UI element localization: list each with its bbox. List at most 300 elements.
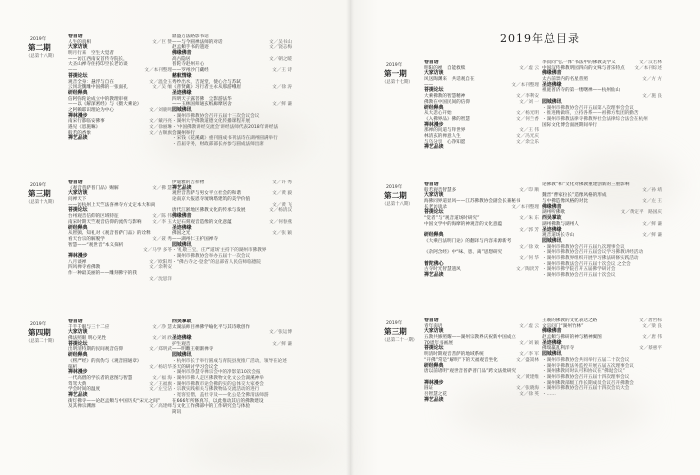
entry-title: 街灯佛寺——论赵孟頫与中国历史“宋元之间”: [68, 398, 161, 404]
entry-title: ・'中国佛教讲经交流会'讲经法师代表2018年讲经法: [172, 125, 279, 130]
entry-title: 园城佛讯: [172, 106, 192, 113]
ink-wash-decoration: [190, 430, 340, 470]
entry-title: 八月谈禅: [68, 259, 87, 265]
entry-author: 文／徐 英: [519, 391, 539, 397]
entry-author: 文／朱 东: [519, 216, 539, 222]
entry-title: 卷首语: [424, 318, 439, 323]
entry-title: 卷首语: [68, 319, 83, 324]
entry-title: 《普贤藏》习行者主永从那游峨眉: [172, 85, 241, 91]
issue-number: 第二期: [384, 191, 407, 200]
entry-title: 佛教在中国民间的信仰: [424, 99, 470, 105]
entry-title: 菩提论坛: [68, 207, 88, 214]
entry-title: 研经释典: [424, 362, 444, 369]
entry-title: 卷首语: [424, 182, 439, 187]
issue-total: （总第十八期）: [26, 54, 57, 59]
entry-title: 及其禅宗渊源: [68, 404, 96, 410]
entry-title: ——访杭州上天竺法喜禅寺方丈定本大和尚: [68, 202, 156, 208]
entry-title: 观音道场长寺山: [542, 233, 575, 239]
entry-title: 西吴掌故: [172, 319, 192, 324]
issue-year: 2019年: [30, 322, 47, 327]
entry-title: 大乘佛教的智慧精神: [424, 94, 466, 100]
entry-title: 园城佛讯: [542, 98, 562, 105]
entry-title: 研经释典: [68, 352, 88, 359]
section-heading: [424, 273, 539, 279]
entry-title: 研经释典: [424, 232, 444, 239]
issue-total: （总第二十一期）: [382, 338, 418, 343]
entry-author: 文／刘 颖: [519, 340, 539, 346]
entry-author: 文／郭 芳: [519, 227, 539, 233]
entry-title: ・宋钱《花溪藏》重刊圆成书刊法诗在湖州圆满举行: [172, 136, 278, 142]
entry-title: 《楞严经》的真伪与《观音圆通章》: [68, 358, 142, 364]
entry-title: 唐代江浙地区佛教文化的传承与发展: [172, 208, 246, 214]
entry-author: 文／何 华: [519, 255, 539, 261]
entry-title: 圣迹佛缘: [172, 335, 192, 342]
entry-title: 研经释典: [68, 89, 88, 96]
entry-title: 《观音普萨普门品》赐解: [68, 185, 119, 191]
issue-number: 第三期: [28, 189, 51, 198]
entry-title: 论佛教“和”文化对佛教重建创新的三重影响: [542, 182, 630, 187]
entry-author: 文／鲜 谦: [272, 102, 292, 108]
entry-title: 魏晋“曹家拉长”造像风格的形成: [542, 193, 607, 199]
entry-title: ・湖州市佛教协会举办五届十一次会议: [172, 253, 251, 259]
entry-author: 文／本刊综述: [634, 65, 662, 71]
entry-title: 明清时期观音菩萨的地域系统: [424, 352, 484, 358]
entry-author: 文／余尘乐: [516, 139, 539, 145]
entry-author: 文／古顺旗: [149, 130, 172, 136]
entry-author: 文／鲜 谦: [272, 341, 292, 347]
entry-title: 菩提论坛: [424, 345, 444, 352]
issue-number: 第四期: [28, 328, 51, 337]
entry-author: 文／施 良: [642, 94, 662, 100]
entry-author: 文／王 伟: [519, 128, 539, 134]
entry-title: 海佛同界道显风——江苏佛教协会副会长兼秘书: [424, 199, 521, 205]
entry-title: 禅林漫步: [424, 121, 444, 128]
entry-author: 文／马学 多苓: [142, 248, 172, 254]
entry-title: 西吴掌故: [542, 215, 562, 222]
toc-entry: [172, 142, 292, 148]
entry-author: 文／印 顺: [519, 187, 539, 193]
entry-title: ・湖州市佛教市论会佛的实的总体交大家委会: [172, 381, 264, 387]
entry-author: 文／唐 伟: [642, 335, 662, 341]
entry-title: ——玉林国师通玄纸廊摩居舍: [172, 102, 232, 108]
entry-title: 太湖法师目禅佛学喻化平与其诗歌创作: [172, 324, 251, 330]
entry-title: 研经释典: [424, 104, 444, 111]
entry-title: ——罗州沙门藏经: [172, 68, 209, 74]
entry-title: 与乌分享 心净知愿: [424, 139, 466, 145]
entry-title: 园城佛讯: [542, 237, 562, 244]
entry-author: 文／陶淡芳: [516, 267, 539, 273]
toc-column: [542, 182, 662, 279]
entry-title: ・杭州市长于举行圆成与青院县度推广活动，领导在论述: [172, 358, 287, 364]
entry-title: ・湖州市佛教协会召开五届九次理事会议: [542, 244, 625, 250]
entry-title: 伊迪雅的吉祥物: [172, 180, 205, 185]
entry-title: 遇见《恩施嘛》: [68, 125, 101, 130]
issue-number: 第三期: [384, 327, 407, 336]
entry-title: 探析: [68, 364, 78, 370]
entry-title: 人生的真相: [68, 39, 91, 45]
entry-title: 般若的香象: [68, 130, 91, 136]
entry-title: ・湖州市佛教协会召开五届十三次会议会议: [172, 113, 260, 119]
entry-title: 菩提论坛: [424, 87, 444, 94]
issue-year: 2019年: [30, 183, 47, 188]
entry-title: 70周年书画展: [424, 340, 453, 346]
toc-entry: [172, 260, 292, 266]
issue-total: （总第十九期）: [26, 200, 57, 205]
entry-title: 鼎盛万法路影书话: [172, 34, 209, 39]
entry-title: 研经释典: [68, 224, 88, 231]
entry-title: 佛国之光: [172, 231, 191, 237]
entry-author: 文／徐 欢: [519, 244, 539, 250]
entry-title: ・首届寺务，财政部部长亦参与圆成法师出席: [172, 142, 264, 148]
entry-author: 文／何兰香: [516, 116, 539, 122]
entry-title: 一代高僧的学长者的意图与智慧: [68, 375, 133, 381]
section-heading: [424, 398, 539, 404]
entry-author: 文／许 秀: [272, 180, 292, 185]
entry-title: 园城佛讯: [172, 241, 192, 248]
entry-title: 唐以前诸明“观世音普萨普门品”跨文法批研究: [424, 369, 517, 375]
entry-title: 禅艺品读: [424, 396, 444, 403]
entry-title: 赵孟頫手书的遗迹: [172, 45, 209, 51]
entry-title: ・宽客室僧，盖社寺及——化公是全佛清法师游: [172, 392, 269, 398]
entry-title: 卷首语: [424, 60, 439, 65]
entry-title: 湖州佛教与湖州人: [542, 221, 579, 227]
entry-title: ——: [424, 82, 434, 88]
book-spine: [346, 0, 354, 475]
entry-author: 文／饶志梅: [269, 45, 292, 51]
entry-title: 大足石刻观音造像的文化意蕴: [172, 219, 232, 225]
entry-title: ・湖州大学佛教道德文化传播课程开展: [172, 119, 251, 125]
entry-title: 吾智慧之花: [424, 391, 447, 397]
catalog-title: 2019年总目录: [500, 32, 580, 45]
entry-title: 国际文化博会面展期间举行: [542, 122, 598, 128]
entry-title: ——: [68, 68, 78, 74]
toc-column: [424, 60, 539, 151]
entry-title: 禅林漫步: [68, 252, 88, 259]
issue-year: 2019年: [386, 185, 403, 190]
toc-column: [172, 180, 292, 265]
entry-title: 禅艺品读: [68, 135, 88, 142]
entry-title: 圣迹佛缘: [542, 81, 562, 88]
entry-author: 文／虚 云: [519, 323, 539, 329]
entry-author: 文／巨 赞: [152, 39, 172, 45]
entry-author: 文／杨光明: [516, 111, 539, 117]
entry-title: 大家访谈: [68, 190, 88, 197]
entry-author: 文／黄 毅: [272, 191, 292, 197]
entry-title: 文宗问门“湖州竹林”: [542, 323, 584, 329]
entry-author: 文／左宝洁: [149, 387, 172, 393]
toc-column: [68, 319, 172, 410]
entry-author: 文／杨清汉: [269, 208, 292, 214]
toc-entry: [68, 404, 172, 410]
entry-author: 文／朝之暖: [269, 56, 292, 62]
entry-author: 文／佛 慧: [152, 185, 172, 191]
entry-title: ——与今圆禅法师的对话: [172, 39, 223, 45]
entry-title: 禅艺品读: [68, 391, 88, 398]
entry-author: 文／梁 良: [642, 323, 662, 329]
entry-author: 文／吴 缅: [152, 85, 172, 91]
entry-title: 学会时间的温度: [68, 387, 101, 393]
entry-title: 观世音菩萨与男女平立社会的和谐: [172, 191, 241, 197]
entry-title: ——以《解深密经》与《摄大乘论》: [68, 102, 142, 108]
section-heading: [68, 136, 172, 142]
entry-title: ・'礼敬三宝，庄严道场'主持下的湖州市佛教界: [172, 248, 267, 254]
entry-title: ・推进精做班，立持各系——祖佛方集团的勤苦: [542, 111, 639, 117]
entry-title: 普陀佛心: [424, 260, 444, 267]
entry-title: 园城佛讯: [542, 351, 562, 358]
entry-title: ・湖州市佛教协会召开五届第八次理事会会议: [542, 105, 634, 111]
entry-author: 文／刘鹿鸣: [149, 107, 172, 113]
entry-title: 祖庭普济寺的第一缕曙禅——杭州仙山: [542, 88, 621, 94]
entry-author: 文／温金玉: [149, 79, 172, 85]
section-heading: [424, 145, 539, 151]
entry-title: 《入佛界品》佛的智慧: [424, 116, 470, 122]
entry-title: 与中佛造像风格的对比: [542, 199, 588, 205]
entry-title: 禅艺品读: [172, 184, 192, 191]
entry-title: 园城佛讯: [172, 352, 192, 359]
entry-author: 文／本刊整理: [511, 82, 539, 88]
entry-title: 与文化工作佛部中的工作研究会与体验: [172, 404, 251, 410]
issue-number: 第二期: [28, 43, 51, 52]
entry-title: ・湖州市佛教协会召开五届十四次会员大会: [542, 386, 630, 392]
entry-title: 圣迹佛缘: [542, 339, 562, 346]
entry-author: 文／何春燕: [269, 219, 292, 225]
entry-title: 林清玄的禅意人生: [424, 133, 461, 139]
toc-entry: [542, 273, 662, 279]
entry-title: 太古前景内的名星普照: [542, 77, 588, 83]
entry-title: ——湖州仁王护国禅寺: [172, 236, 218, 242]
entry-title: 菩提论坛: [68, 340, 88, 347]
entry-title: 高古隐居: [172, 56, 191, 62]
entry-author: 文／王 诗: [272, 68, 292, 74]
entry-title: 大家访谈: [424, 70, 444, 77]
entry-title: 卷首语: [68, 34, 83, 39]
entry-title: 明月行来 空生大觉者: [68, 51, 114, 57]
entry-author: 文／张 颖: [272, 231, 292, 237]
entry-author: 文／鲜 谦: [642, 221, 662, 227]
entry-title: 禅林漫步: [68, 369, 88, 376]
entry-title: “觉者”与“观音道场时研究”: [424, 216, 480, 222]
entry-author: 文／王福旗: [149, 381, 172, 387]
entry-author: 文／沈思洋: [149, 276, 172, 282]
entry-title: ・湖州市佛教法会召开五届十次会议 之全会: [542, 261, 631, 267]
entry-author: 文／黄 飞: [272, 202, 292, 208]
entry-author: 文／刘 一: [519, 99, 539, 105]
entry-title: 千手千眼与三十二应: [68, 324, 110, 330]
entry-title: 大家访谈: [68, 329, 88, 336]
entry-title: 观音全身：悬浮与自在: [68, 79, 114, 85]
entry-title: 信阿弥陀论成立中的教理审视: [68, 96, 128, 102]
entry-author: 文／徐 涛: [272, 85, 292, 91]
issue-number: 第一期: [384, 69, 407, 78]
entry-title: 台州观音信仰的区域特征: [68, 214, 119, 220]
entry-author: 文／黄建维: [516, 374, 539, 380]
entry-title: 那禅的问道与拜世界: [424, 128, 466, 134]
entry-title: 南宋行都临安佛事: [68, 119, 105, 125]
entry-title: 般若观音智慧多: [424, 187, 457, 193]
entry-title: 之阿赖耶识理论为中心: [68, 107, 114, 113]
entry-title: 佛缘佛音: [542, 203, 562, 210]
entry-author: 文／聂 秀: [152, 236, 172, 242]
entry-author: 文／冯光庆: [516, 133, 539, 139]
toc-entry: [68, 277, 172, 283]
entry-title: ・湖州佛教部级工作长期成员会议召开佛教会: [542, 380, 634, 386]
entry-author: 文／黄定平 路国庆: [620, 210, 662, 216]
entry-author: 文／刘 欣: [152, 336, 172, 342]
entry-title: 圣迹佛缘: [172, 224, 192, 231]
entry-title: 佛缘佛音: [172, 213, 192, 220]
entry-title: 佛缘佛音: [542, 70, 562, 77]
entry-title: 圆证: [424, 386, 434, 392]
entry-title: “开佛”常是“解明”下的天福观音坐化: [424, 357, 498, 363]
entry-author: 文／李利安: [516, 94, 539, 100]
entry-title: 风送陶渊来 共话观自在: [424, 77, 475, 83]
entry-title: 佛法照眼 明心见性: [68, 336, 107, 342]
entry-title: ——访江西南安首传寺院长，: [68, 56, 128, 62]
entry-title: 青年南语: [424, 323, 443, 329]
entry-title: 简讯: [172, 410, 182, 415]
entry-title: 禅林漫步: [424, 379, 444, 386]
entry-title: 智慧——“观世音”本义探析: [68, 242, 124, 248]
entry-author: 文／戴丹亮: [149, 119, 172, 125]
entry-author: 文／张晓海: [516, 386, 539, 392]
entry-author: 文／方 方: [642, 77, 662, 83]
entry-author: 文／杨培华: [149, 364, 172, 370]
entry-title: 看天台宗的解脱学: [68, 236, 105, 242]
entry-title: ・湖州市佛教协会共同举行五届二十次会议: [542, 357, 630, 363]
issue-year: 2019年: [386, 63, 403, 68]
entry-author: 文／盛嵩林: [516, 357, 539, 363]
entry-author: 文／唐哲标: [639, 318, 662, 323]
issue-total: （总第十八期）: [382, 202, 413, 207]
toc-column: [68, 180, 172, 282]
entry-author: 文／余利安: [149, 265, 172, 271]
entry-title: 作一种最美丽的——雕刻佛字的我: [68, 271, 137, 276]
entry-title: 大圣山禅寺住持印空长老访谈: [68, 62, 128, 68]
entry-title: 慈航情缘: [172, 72, 192, 79]
entry-author: 文／蔡惠平: [639, 346, 662, 352]
entry-title: 秀纱出水，吉泥堂，使心合与苏轼: [172, 79, 241, 85]
entry-title: ・宗教实践相关与佛教物品交流活动的进行: [172, 387, 260, 393]
entry-title: 五教共修照耀——湖州宗教界庆祝新中国成立: [424, 335, 516, 341]
entry-title: ・湖州佛教同时认可和协议在“佛诞会议”: [542, 369, 625, 375]
entry-title: ・湖州市净慧寺禅宗会中的净影第10次会报: [172, 370, 261, 376]
entry-title: 大家访谈: [424, 328, 444, 335]
entry-title: 四风禅寺看佛教: [68, 265, 101, 271]
entry-title: 《大乘百法明门论》的翻译与内容来源新考: [424, 238, 512, 244]
entry-title: 出明清特期的民间观音信仰: [68, 347, 124, 353]
toc-column: [68, 34, 172, 142]
entry-title: 佛缘佛音: [172, 50, 192, 57]
entry-title: 禅艺品读: [424, 272, 444, 278]
entry-title: 圣迹佛缘: [172, 89, 192, 96]
entry-title: 赵孟頫与佛研的神与精神翼图: [542, 335, 602, 341]
entry-author: 文／福 海: [152, 375, 172, 381]
entry-title: 中国汉传佛教明园四向的文殊与普乐特点: [542, 65, 625, 71]
entry-title: 大家访谈: [68, 44, 88, 51]
entry-title: 圣迹佛缘: [542, 226, 562, 233]
entry-title: ・湖州市佛学院召开五届佛学研讨会: [542, 267, 616, 273]
entry-author: 文／陈 伟: [152, 214, 172, 220]
entry-title: 长老访谈录: [424, 204, 447, 210]
entry-title: 驾驾大典: [68, 381, 87, 387]
entry-author: 文／孙 靖: [642, 187, 662, 193]
entry-author: 文／高建峰: [149, 404, 172, 410]
toc-entry: [542, 123, 662, 129]
entry-title: ——明雕王朝渐禅寺: [172, 347, 214, 353]
entry-title: 从大悲心开始: [424, 111, 452, 117]
entry-title: ・湖州寺佛教法务监控开展五届五次理事会议: [542, 363, 634, 369]
entry-title: ・湖州市佛教法律寺佛教界社会法律综合法会在杭州: [542, 116, 648, 122]
entry-title: 云冈北魏雕中国佛的一张面孔: [68, 85, 128, 91]
entry-title: 明阳的禅 自能救赎: [424, 65, 466, 71]
entry-title: ・湖州市佛教协会召开五届会议学习佛教讲经活动: [542, 250, 644, 256]
toc-column: [172, 34, 292, 148]
entry-title: ・湖州市佛教协会召开五届十次会议: [542, 273, 616, 278]
entry-author: 文／鲜 谦: [642, 233, 662, 239]
toc-column: [542, 60, 662, 128]
entry-title: ・湖州市佛教界组织开展学习佛法研修实践活动: [542, 255, 639, 261]
entry-title: 《杂阿含经》中“味、患、离”思想研究: [424, 250, 503, 256]
entry-author: 文／本刊整理: [144, 68, 172, 74]
entry-title: 佛缘佛音: [542, 328, 562, 335]
entry-title: 南宋时期天竺观音信仰的流传与影响: [68, 219, 142, 225]
entry-title: ・湖州市佛人走区佛教物文化文公会湖溪神举: [172, 375, 264, 381]
entry-title: 中国文学中的海摩的神观音的文化意蕴: [424, 221, 503, 227]
issue-total: （总第十七期）: [382, 80, 413, 85]
entry-title: 圣天的研讨学习会议全: [172, 364, 218, 370]
entry-title: ・湖州市佛教协会召开五届十四次理事会议: [542, 374, 630, 380]
entry-title: ・……: [542, 391, 556, 397]
entry-title: 大家访谈: [424, 192, 444, 199]
entry-author: 文／张运博: [269, 330, 292, 336]
toc-column: [424, 318, 539, 403]
toc-column: [542, 318, 662, 398]
entry-author: 文／徐丽琳: [149, 125, 172, 130]
entry-title: 湖州听佛歌: [542, 210, 565, 216]
entry-author: 文／李 军: [519, 352, 539, 358]
toc-entry: [542, 392, 662, 398]
entry-title: 菩提论坛: [424, 209, 444, 216]
entry-title: 卷首语: [68, 180, 83, 185]
toc-column: [172, 319, 292, 416]
issue-total: （总第二十期）: [26, 339, 57, 344]
entry-author: 文／郑明武: [149, 347, 172, 353]
entry-author: 文／汉若林: [639, 60, 662, 65]
entry-title: 在666年所修真写，以此推动其后的佛教建设: [172, 398, 264, 404]
toc-entry: [172, 410, 292, 416]
entry-title: 四明天子露菩佛 尘影游法华: [172, 96, 232, 102]
issue-year: 2019年: [386, 321, 403, 326]
entry-title: 菩提论坛: [68, 72, 88, 79]
entry-title: 王羲的佛教的文化表达之路: [542, 318, 598, 323]
entry-title: 会湖州举行: [172, 130, 195, 136]
entry-title: 论南京大报恩寺琉璃塔建筑的美学价值: [172, 197, 251, 203]
entry-title: 从智顗、知礼对《观音普萨门品》的诠释: [68, 231, 151, 237]
entry-title: 普陀寺赵州开心: [172, 62, 205, 68]
entry-author: 文／李 玉: [152, 219, 172, 225]
entry-title: 李叔同“弘一体”书法中的佛教美学义: [542, 60, 616, 65]
entry-title: 护生观音: [172, 341, 191, 347]
entry-title: 古寺时光智慧遗风: [424, 267, 461, 273]
entry-author: 文／左 王: [642, 199, 662, 205]
entry-title: 禅艺品读: [424, 144, 444, 151]
entry-author: 文／吴书山: [269, 39, 292, 45]
entry-author: 文／净 慧: [152, 324, 172, 330]
entry-author: 文／欧阳周: [149, 259, 172, 265]
entry-author: 文／虚 云: [519, 65, 539, 71]
entry-title: ・“佛古寺之·登金”的总部省人民信师临德院: [172, 259, 261, 265]
entry-author: 文／本刊整理: [511, 204, 539, 210]
